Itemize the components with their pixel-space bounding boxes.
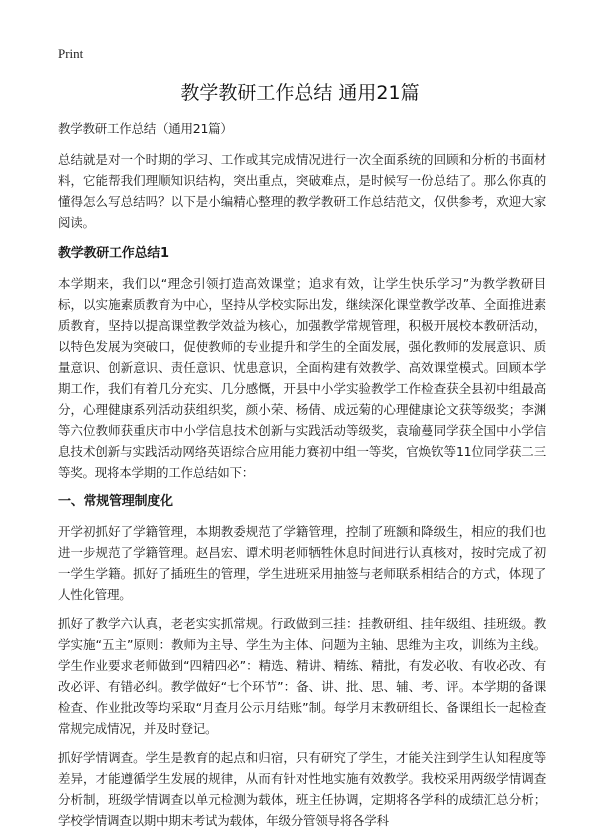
- section-heading: 教学教研工作总结1: [58, 246, 169, 261]
- section-paragraph: 本学期来，我们以“理念引领打造高效课堂；追求有效，让学生快乐学习”为教学教研目标，以实施素质教育为中心，坚持从学校实际出发，继续深化课堂教学改革、全面推进素质教育，坚持以提高课堂教学效益为核心，加强教学常规管理，积极开展校本教研活动，以特色发展为突破口，促使教师的专业提升和学生的全面发展，强化教师的发展意识、质量意识、创新意识、责任意识、忧患意识，全面构建有效教学、高效课堂模式。回顾本学期工作，我们有着几分充实、几分感慨，开县中小学实验教学工作检查获全县初中组最高分，心理健康系列活动获组织奖，颜小荣、杨倩、成远菊的心理健康论文获等级奖；李渊等六位教师获重庆市中小学信息技术创新与实践活动等级奖，袁瑜蔓同学获全国中小学信息技术创新与实践活动网络英语综合应用能力赛初中组一等奖，官焕钦等11位同学获二三等奖。现将本学期的工作总结如下：: [58, 276, 546, 480]
- body-paragraph: 开学初抓好了学籍管理，本期教委规范了学籍管理，控制了班额和降级生，相应的我们也进一步规范了学籍管理。赵昌宏、谭术明老师牺牲休息时间进行认真核对，按时完成了初一学生学籍。抓好了插班生的管理，学生进班采用抽签与老师联系相结合的方式，体现了人性化管理。: [58, 524, 546, 602]
- intro-paragraph: 总结就是对一个时期的学习、工作或其完成情况进行一次全面系统的回顾和分析的书面材料，它能帮我们理顺知识结构，突出重点，突破难点，是时候写一份总结了。那么你真的懂得怎么写总结吗？以下是小编精心整理的教学教研工作总结范文，仅供参考，欢迎大家阅读。: [58, 152, 546, 230]
- body-paragraph: 抓好了教学六认真，老老实实抓常规。行政做到三挂：挂教研组、挂年级组、挂班级。教学实施“五主”原则：教师为主导、学生为主体、问题为主轴、思维为主攻，训练为主线。学生作业要求老师做到“四精四必”：精选、精讲、精练、精批，有发必收、有收必改、有改必评、有错必纠。教学做好“七个环节”：备、讲、批、思、辅、考、评。本学期的备课检查、作业批改等均采取“月查月公示月结账”制。每学月末教研组长、备课组长一起检查常规完成情况，并及时登记。: [58, 616, 546, 736]
- print-link[interactable]: Print: [58, 46, 84, 61]
- body-paragraph: 抓好学情调查。学生是教育的起点和归宿，只有研究了学生，才能关注到学生认知程度等差异，才能遵循学生发展的规律，从而有针对性地实施有效教学。我校采用两级学情调查分析制，班级学情调查以单元检测为载体，班主任协调，定期将各学科的成绩汇总分析；学校学情调查以期中期末考试为载体，年级分管领导将各学科: [58, 750, 546, 828]
- document-subtitle: 教学教研工作总结（通用21篇）: [58, 121, 233, 136]
- subsection-heading: 一、常规管理制度化: [58, 494, 173, 509]
- document-body: [58, 118, 546, 839]
- document-title: 教学教研工作总结 通用21篇: [180, 82, 420, 104]
